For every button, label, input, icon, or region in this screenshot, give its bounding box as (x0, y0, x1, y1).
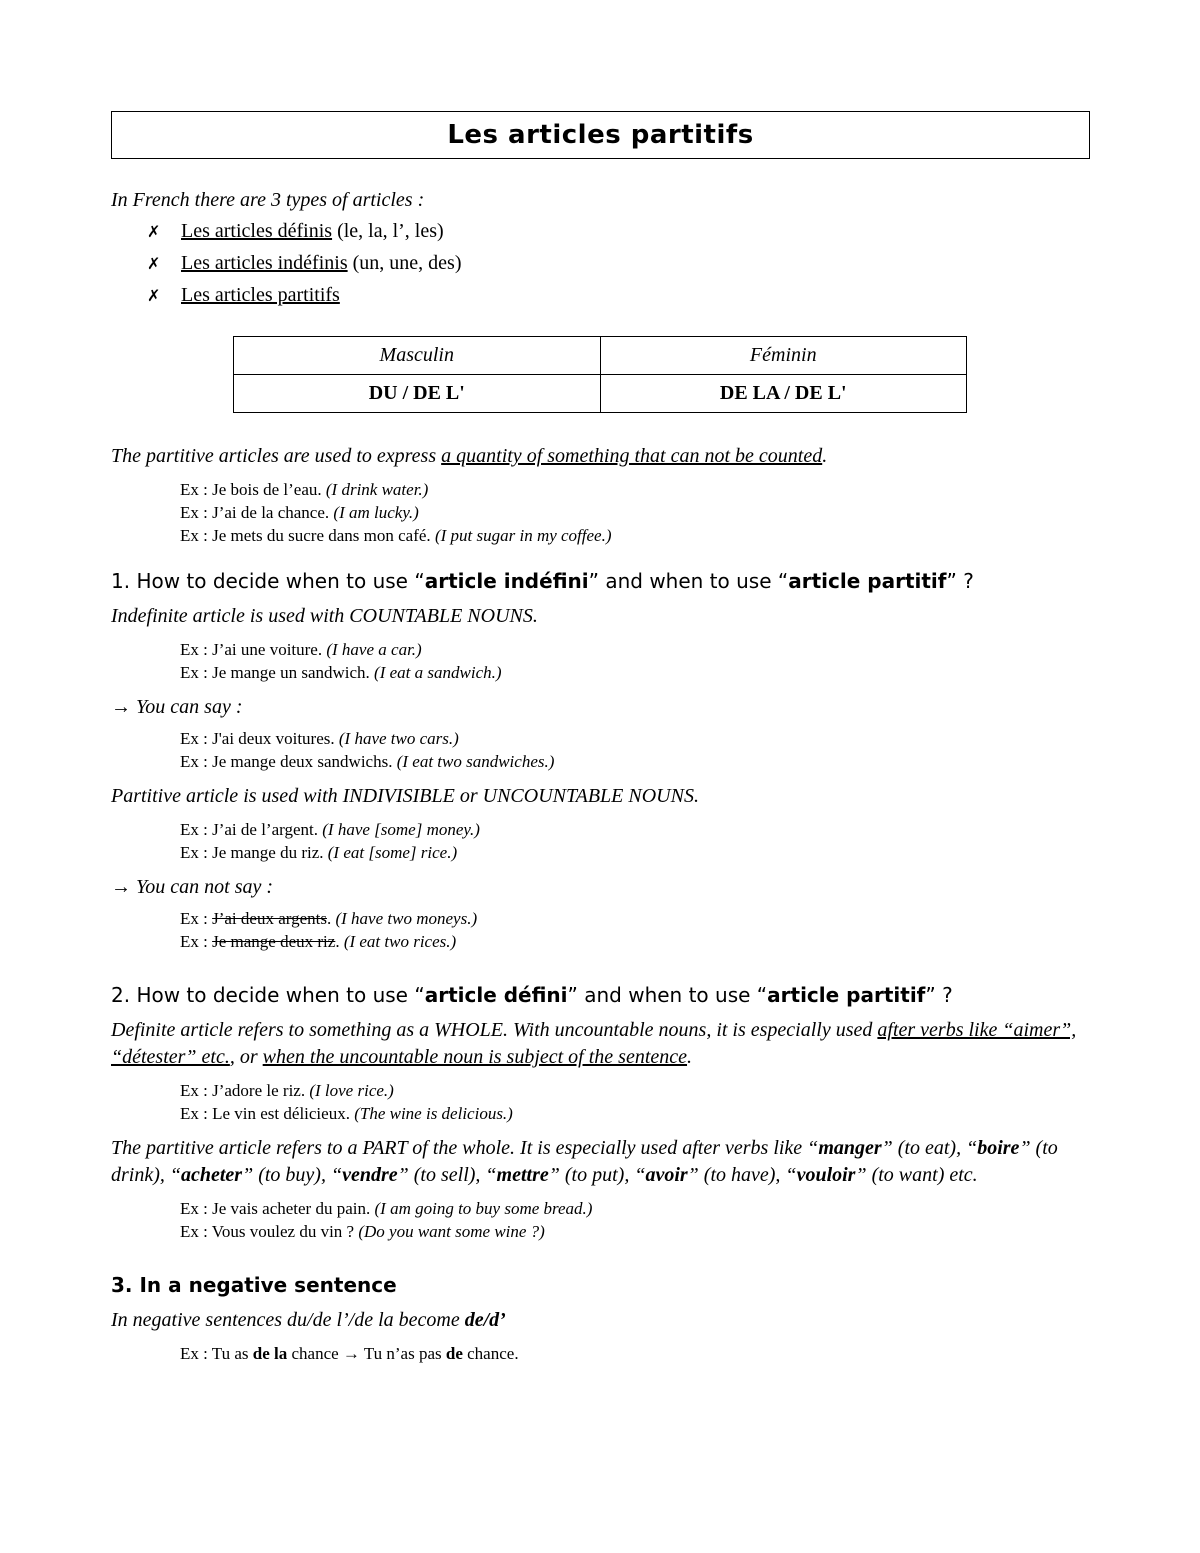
table-cell-masculin: DU / DE L' (234, 375, 601, 413)
table-cell-feminin: DE LA / DE L' (600, 375, 967, 413)
list-item: ✗ Les articles indéfinis (un, une, des) (147, 248, 1090, 280)
examples-definite (180, 1079, 1090, 1125)
examples-negative (180, 1342, 1090, 1365)
example-line: Ex : Je bois de l’eau. (I drink water.) (180, 480, 429, 499)
example-line: Ex : J’ai deux argents. (I have two moneys.) (180, 909, 478, 928)
indefinite-rule: Indefinite article is used with COUNTABLE NOUNS. (111, 605, 538, 627)
partitive-intro: The partitive articles are used to express a quantity of something that can not be counted. (111, 445, 828, 467)
table-header-masculin: Masculin (234, 337, 601, 375)
title-box (111, 111, 1090, 159)
example-line: Ex : J’ai de l’argent. (I have [some] money.) (180, 820, 480, 839)
example-line: Ex : J’ai une voiture. (I have a car.) (180, 640, 422, 659)
negative-rule: In negative sentences du/de l’/de la become de/d’ (111, 1309, 506, 1331)
list-item: ✗ Les articles définis (le, la, l’, les) (147, 216, 1090, 248)
example-line: Ex : Vous voulez du vin ? (Do you want some wine ?) (180, 1222, 545, 1241)
definite-rule: Definite article refers to something as a WHOLE. With uncountable nouns, it is especially used after verbs like “aimer”, “détester” etc., or when the uncountable noun is subject of the sentence. (111, 1019, 1077, 1068)
examples-partitive (180, 818, 1090, 864)
example-line: Ex : Je mange du riz. (I eat [some] rice.) (180, 843, 458, 862)
example-line: Ex : Le vin est délicieux. (The wine is delicious.) (180, 1104, 513, 1123)
section-2-heading: 2. How to decide when to use “article défini” and when to use “article partitif” ? (111, 983, 953, 1007)
example-line: Ex : Je mange un sandwich. (I eat a sandwich.) (180, 663, 502, 682)
example-line: Ex : Je mets du sucre dans mon café. (I put sugar in my coffee.) (180, 526, 612, 545)
intro-text: In French there are 3 types of articles : (111, 189, 425, 211)
example-line: Ex : Je mange deux riz. (I eat two rices.) (180, 932, 457, 951)
can-say-line: → You can say : (111, 696, 243, 718)
document-page (111, 111, 1090, 1365)
table-header-feminin: Féminin (600, 337, 967, 375)
example-line: Ex : J'ai deux voitures. (I have two cars.) (180, 729, 459, 748)
section-1-heading: 1. How to decide when to use “article indéfini” and when to use “article partitif” ? (111, 569, 974, 593)
partitive-rule: Partitive article is used with INDIVISIBLE or UNCOUNTABLE NOUNS. (111, 785, 699, 807)
list-item: ✗ Les articles partitifs (147, 280, 1090, 312)
example-line: Ex : Je mange deux sandwichs. (I eat two sandwiches.) (180, 752, 555, 771)
cannot-say-line: → You can not say : (111, 876, 274, 898)
partitive-table (233, 336, 967, 413)
example-line: Ex : Je vais acheter du pain. (I am going to buy some bread.) (180, 1199, 593, 1218)
example-line: Ex : J’ai de la chance. (I am lucky.) (180, 503, 419, 522)
example-line: Ex : J’adore le riz. (I love rice.) (180, 1081, 394, 1100)
examples-cannot-say (180, 907, 1090, 953)
cross-bullet-icon: ✗ (147, 288, 161, 305)
cross-bullet-icon: ✗ (147, 224, 161, 241)
examples-partitive-verbs (180, 1197, 1090, 1243)
partitive-verbs-rule: The partitive article refers to a PART of the whole. It is especially used after verbs like “manger” (to eat), “boire” (to drink), “acheter” (to buy), “vendre” (to sell), “mettre” (to put), “avoir” (to have), “vouloir” (to want) etc. (111, 1137, 1058, 1186)
examples-intro (180, 478, 1090, 547)
examples-indefinite (180, 638, 1090, 684)
example-line: Ex : Tu as de la chance → Tu n’as pas de chance. (180, 1344, 519, 1363)
cross-bullet-icon: ✗ (147, 256, 161, 273)
section-3-heading: 3. In a negative sentence (111, 1273, 397, 1297)
article-types-list (111, 216, 1090, 312)
page-title: Les articles partitifs (447, 120, 754, 150)
examples-can-say (180, 727, 1090, 773)
